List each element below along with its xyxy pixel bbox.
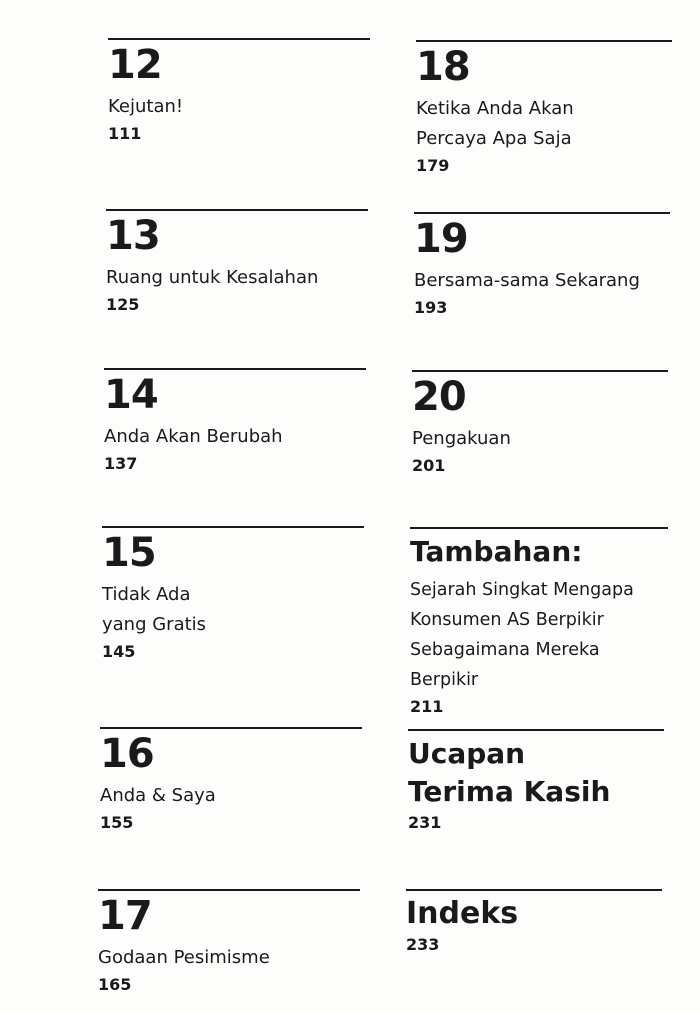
chapter-title: [102, 580, 364, 640]
divider: [98, 889, 360, 891]
chapter-title-line: Tidak Ada: [102, 584, 191, 605]
divider: [412, 370, 668, 372]
page-number: 111: [108, 124, 142, 143]
page-number: 211: [410, 697, 444, 716]
chapter-title-line: yang Gratis: [102, 614, 207, 635]
page-number: 231: [408, 813, 442, 832]
section-heading-line: Terima Kasih: [408, 775, 611, 808]
chapter-number: 17: [98, 893, 152, 939]
chapter-title: Godaan Pesimisme: [98, 947, 270, 968]
chapter-title-line: Sejarah Singkat Mengapa: [410, 580, 634, 600]
divider: [406, 889, 662, 891]
chapter-title-line: Sebagaimana Mereka Berpikir: [410, 640, 600, 690]
chapter-number: 20: [412, 374, 466, 420]
toc-entry-indeks: [406, 889, 662, 959]
chapter-number: 18: [416, 44, 470, 90]
page-number: 165: [98, 975, 132, 994]
chapter-title-line: Ketika Anda Akan: [416, 98, 574, 119]
divider: [416, 40, 672, 42]
divider: [410, 527, 668, 529]
section-heading: Tambahan:: [410, 535, 583, 568]
chapter-title: Pengakuan: [412, 428, 511, 449]
toc-entry-20: [412, 370, 668, 480]
section-heading-line: Ucapan: [408, 737, 526, 770]
divider: [414, 212, 670, 214]
chapter-number: 12: [108, 42, 162, 88]
chapter-title: [410, 575, 668, 695]
chapter-number: 14: [104, 372, 158, 418]
chapter-title: Bersama-sama Sekarang: [414, 270, 640, 291]
toc-entry-14: [104, 368, 366, 478]
page-number: 193: [414, 298, 448, 317]
toc-entry-17: [98, 889, 360, 999]
toc-entry-18: [416, 40, 672, 180]
toc-entry-13: [106, 209, 368, 319]
toc-entry-tambahan: [410, 527, 668, 721]
toc-entry-ucapan: [408, 729, 664, 837]
page-number: 179: [416, 156, 450, 175]
chapter-title-line: Percaya Apa Saja: [416, 128, 572, 149]
page-number: 155: [100, 813, 134, 832]
divider: [408, 729, 664, 731]
page-number: 233: [406, 935, 440, 954]
page-number: 125: [106, 295, 140, 314]
chapter-title: [416, 94, 672, 154]
chapter-number: 16: [100, 731, 154, 777]
chapter-title: Anda & Saya: [100, 785, 216, 806]
section-heading: Indeks: [406, 896, 519, 931]
chapter-number: 13: [106, 213, 160, 259]
chapter-title-line: Konsumen AS Berpikir: [410, 610, 604, 630]
chapter-number: 19: [414, 216, 468, 262]
section-heading: [408, 735, 664, 811]
divider: [104, 368, 366, 370]
divider: [108, 38, 370, 40]
page-number: 145: [102, 642, 136, 661]
chapter-number: 15: [102, 530, 156, 576]
chapter-title: Ruang untuk Kesalahan: [106, 267, 319, 288]
page-number: 201: [412, 456, 446, 475]
page-number: 137: [104, 454, 138, 473]
toc-entry-16: [100, 727, 362, 837]
toc-entry-12: [108, 38, 370, 148]
toc-entry-19: [414, 212, 670, 322]
divider: [100, 727, 362, 729]
divider: [106, 209, 368, 211]
divider: [102, 526, 364, 528]
chapter-title: Anda Akan Berubah: [104, 426, 283, 447]
chapter-title: Kejutan!: [108, 96, 184, 117]
toc-entry-15: [102, 526, 364, 666]
